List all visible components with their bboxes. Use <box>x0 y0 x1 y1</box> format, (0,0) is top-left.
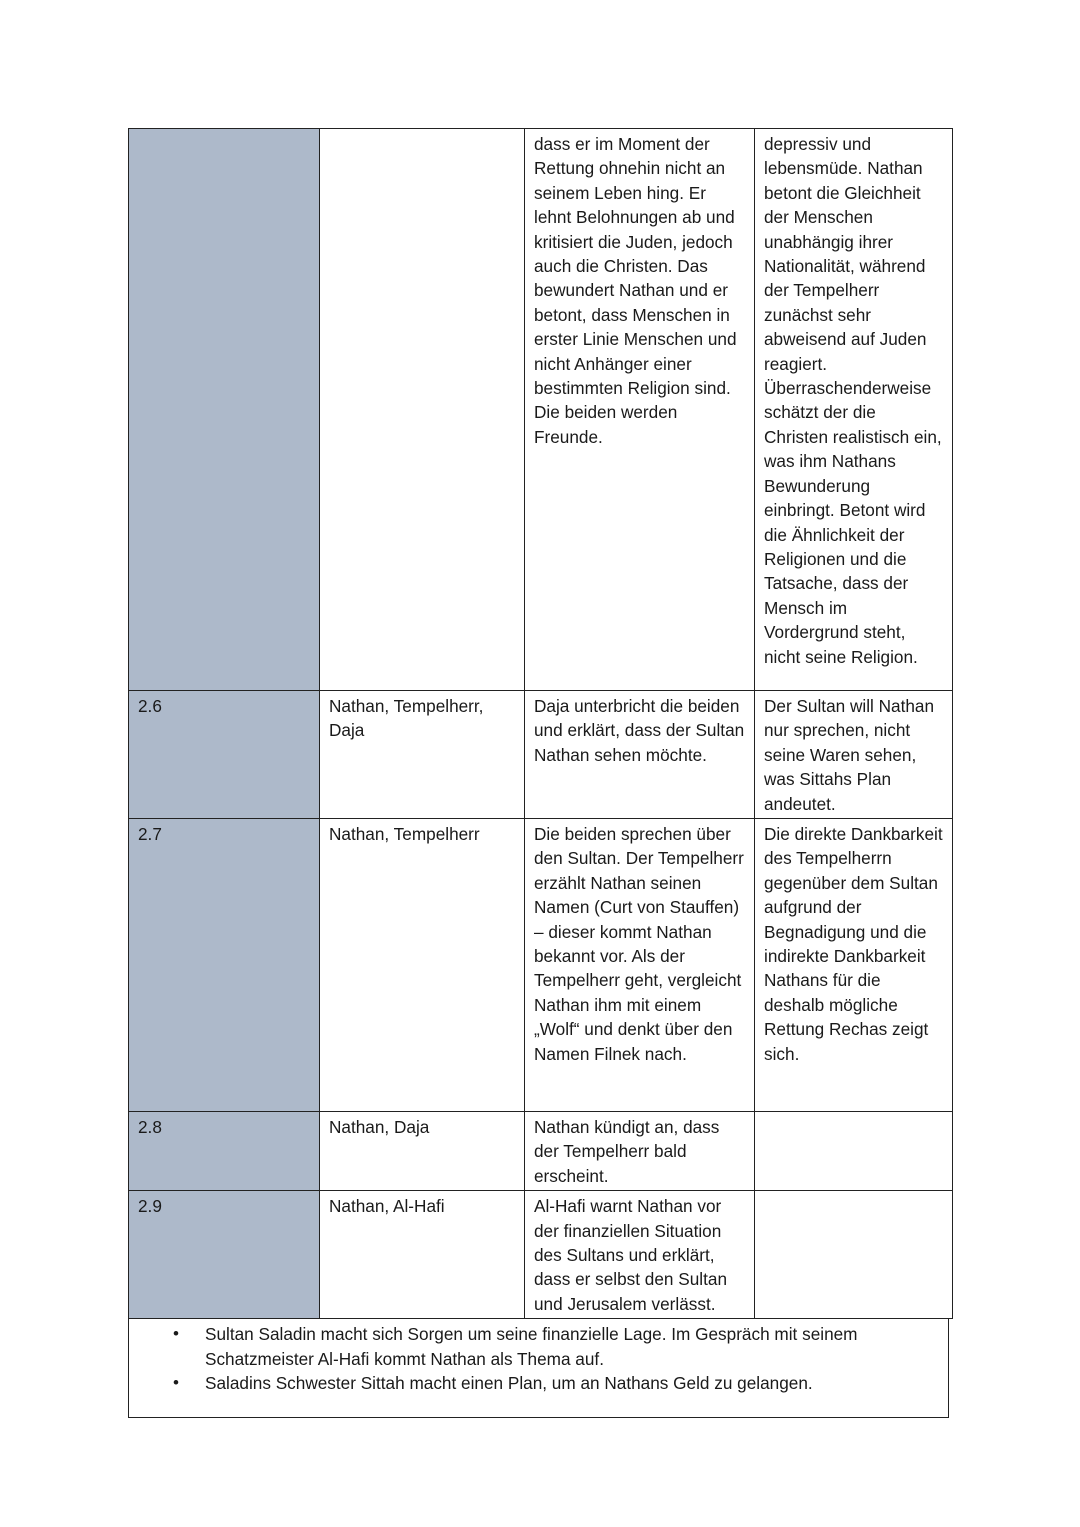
characters-cell: Nathan, Daja <box>320 1112 525 1191</box>
scene-number-cell: 2.8 <box>129 1112 320 1191</box>
characters-cell: Nathan, Tempelherr <box>320 819 525 1112</box>
scene-table <box>128 128 953 1319</box>
content-cell: Die beiden sprechen über den Sultan. Der Tempelherr erzählt Nathan seinen Namen (Curt von Stauffen) – dieser kommt Nathan bekannt vor. Als der Tempelherr geht, vergleicht Nathan ihm mit einem „Wolf“ und denkt über den Namen Filnek nach. <box>525 819 755 1112</box>
content-cell: Daja unterbricht die beiden und erklärt, dass der Sultan Nathan sehen möchte. <box>525 691 755 819</box>
content-cell: dass er im Moment der Rettung ohnehin nicht an seinem Leben hing. Er lehnt Belohnungen ab und kritisiert die Juden, jedoch auch die Christen. Das bewundert Nathan und er betont, dass Menschen in erster Linie Menschen und nicht Anhänger einer bestimmten Religion sind. Die beiden werden Freunde. <box>525 129 755 691</box>
content-cell: Al-Hafi warnt Nathan vor der finanziellen Situation des Sultans und erklärt, dass er selbst den Sultan und Jerusalem verlässt. <box>525 1191 755 1319</box>
summary-item-text: Saladins Schwester Sittah macht einen Plan, um an Nathans Geld zu gelangen. <box>205 1373 813 1394</box>
bullet-icon: • <box>173 1324 179 1344</box>
summary-item <box>173 1371 938 1395</box>
bullet-icon: • <box>173 1373 179 1393</box>
characters-cell <box>320 129 525 691</box>
scene-number-cell <box>129 129 320 691</box>
table-row <box>129 1191 953 1319</box>
summary-item <box>173 1322 938 1371</box>
scene-number-cell: 2.7 <box>129 819 320 1112</box>
summary-box <box>128 1319 949 1418</box>
summary-item-text: Sultan Saladin macht sich Sorgen um seine finanzielle Lage. Im Gespräch mit seinem Schatzmeister Al-Hafi kommt Nathan als Thema auf. <box>205 1324 858 1369</box>
interpretation-cell: Die direkte Dankbarkeit des Tempelherrn gegenüber dem Sultan aufgrund der Begnadigung und die indirekte Dankbarkeit Nathans für die deshalb mögliche Rettung Rechas zeigt sich. <box>755 819 953 1112</box>
scene-number-cell: 2.6 <box>129 691 320 819</box>
interpretation-cell: depressiv und lebensmüde. Nathan betont die Gleichheit der Menschen unabhängig ihrer Nationalität, während der Tempelherr zunächst sehr abweisend auf Juden reagiert. Überraschenderweise schätzt der die Christen realistisch ein, was ihm Nathans Bewunderung einbringt. Betont wird die Ähnlichkeit der Religionen und die Tatsache, dass der Mensch im Vordergrund steht, nicht seine Religion. <box>755 129 953 691</box>
table-row <box>129 691 953 819</box>
scene-number-cell: 2.9 <box>129 1191 320 1319</box>
characters-cell: Nathan, Al-Hafi <box>320 1191 525 1319</box>
interpretation-cell: Der Sultan will Nathan nur sprechen, nicht seine Waren sehen, was Sittahs Plan andeutet. <box>755 691 953 819</box>
content-cell: Nathan kündigt an, dass der Tempelherr bald erscheint. <box>525 1112 755 1191</box>
interpretation-cell <box>755 1112 953 1191</box>
interpretation-cell <box>755 1191 953 1319</box>
table-row <box>129 819 953 1112</box>
summary-list <box>139 1322 938 1395</box>
characters-cell: Nathan, Tempelherr, Daja <box>320 691 525 819</box>
document-page <box>128 128 952 1418</box>
table-row <box>129 1112 953 1191</box>
table-row <box>129 129 953 691</box>
